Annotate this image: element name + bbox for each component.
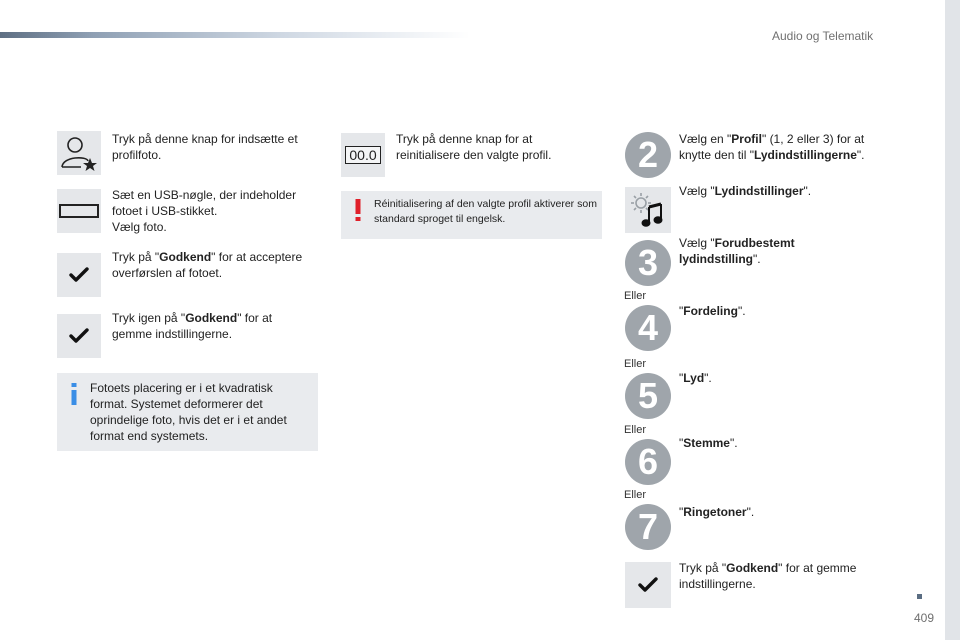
checkmark-icon[interactable] (625, 562, 671, 608)
final-text: Tryk på "Godkend" for at gemme indstillingerne. (679, 561, 857, 591)
step-5-number: 5 (625, 373, 671, 419)
warning-icon (354, 199, 362, 221)
forudbestemt-label: Forudbestemt lydindstilling (679, 236, 795, 266)
warning-note (341, 191, 602, 239)
fordeling-label: Fordeling (683, 304, 738, 318)
left-item-2-line2: Vælg foto. (112, 220, 167, 234)
godkend-label: Godkend (159, 250, 212, 264)
info-note (57, 373, 318, 451)
lyd-label: Lyd (683, 371, 705, 385)
stemme-label: Stemme (683, 436, 730, 450)
page-number: 409 (914, 611, 935, 625)
left-item-2-text (112, 187, 312, 235)
step-4-text: "Fordeling". (679, 304, 746, 318)
step-5-text: "Lyd". (679, 371, 712, 385)
godkend-label: Godkend (185, 311, 238, 325)
left-item-4-text: Tryk igen på "Godkend" for at gemme indstillingerne. (112, 311, 273, 341)
page-marker (917, 594, 922, 599)
lydindstillingerne-label: Lydindstillingerne (753, 148, 857, 162)
reset-button[interactable] (341, 133, 385, 177)
step-2-text: Vælg en "Profil" (1, 2 eller 3) for at knytte den til "Lydindstillingerne". (679, 132, 865, 162)
settings-text: Vælg "Lydindstillinger". (679, 184, 812, 198)
user-star-icon[interactable] (57, 131, 101, 175)
info-icon (69, 383, 79, 405)
or-label: Eller (624, 290, 647, 302)
checkmark-icon[interactable] (57, 314, 101, 358)
step-2-number: 2 (625, 132, 671, 178)
step-3-number: 3 (625, 240, 671, 286)
or-label: Eller (624, 424, 647, 436)
lydindstillinger-label: Lydindstillinger (714, 184, 804, 198)
left-item-1-text: Tryk på denne knap for indsætte et profilfoto. (112, 132, 298, 162)
godkend-label: Godkend (726, 561, 779, 575)
section-title: Audio og Telematik (772, 29, 874, 43)
usb-key-icon[interactable] (57, 189, 101, 233)
reset-text: Tryk på denne knap for at reinitialisere den valgte profil. (396, 132, 552, 162)
profil-label: Profil (731, 132, 762, 146)
page-edge-bar (945, 0, 960, 640)
warning-note-text: Réinitialisering af den valgte profil aktiverer som standard sproget til engelsk. (374, 198, 597, 225)
step-7-text: "Ringetoner". (679, 505, 755, 519)
info-note-text: Fotoets placering er i et kvadratisk format. Systemet deformerer det oprindelige foto, hvis det er i et andet format end systemets. (90, 381, 287, 443)
reset-button-label: 00.0 (345, 146, 380, 164)
checkmark-icon[interactable] (57, 253, 101, 297)
step-3-text: Vælg "Forudbestemt lydindstilling". (679, 236, 795, 266)
or-label: Eller (624, 489, 647, 501)
left-item-2-line1: Sæt en USB-nøgle, der indeholder fotoet i USB-stikket. (112, 188, 297, 218)
step-6-number: 6 (625, 439, 671, 485)
step-7-number: 7 (625, 504, 671, 550)
header-bar (0, 32, 470, 38)
step-6-text: "Stemme". (679, 436, 738, 450)
step-4-number: 4 (625, 305, 671, 351)
sound-settings-icon[interactable] (625, 187, 671, 233)
left-item-3-text: Tryk på "Godkend" for at acceptere overførslen af fotoet. (112, 250, 303, 280)
ringetoner-label: Ringetoner (683, 505, 747, 519)
or-label: Eller (624, 358, 647, 370)
